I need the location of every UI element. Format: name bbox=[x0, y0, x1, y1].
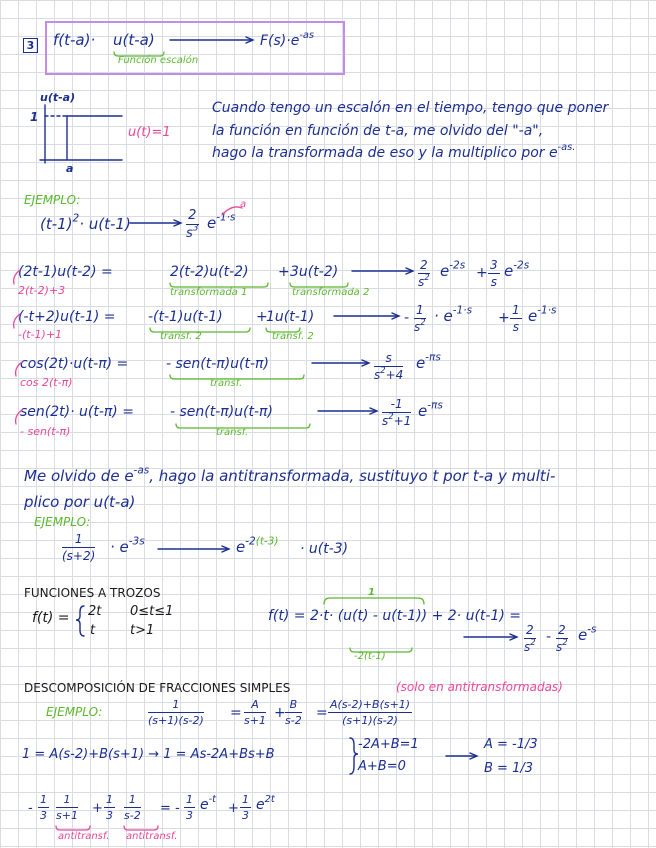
ex5-e: $e^{-\pi s}$ bbox=[418, 399, 443, 420]
fr-res-e1: $e^{-t}$ bbox=[200, 794, 217, 813]
ejemplo2-e1: · $e^{-3s}$ bbox=[110, 535, 145, 556]
fr-f1: $\frac{A}{s+1}$ bbox=[244, 698, 266, 727]
ex4-t1: transf. bbox=[210, 378, 243, 389]
ex5-t1: transf. bbox=[216, 427, 249, 438]
ex2-frac2: $\frac{3}{s}$ bbox=[490, 258, 498, 289]
fr-k1: $\frac{1}{3}$ bbox=[40, 793, 47, 822]
trozos-bracket-top bbox=[324, 598, 424, 604]
ex5-frac: $\frac{-1}{s^2+1}$ bbox=[382, 397, 412, 428]
ex2-bracket2 bbox=[290, 283, 348, 287]
note2-line1: Me olvido de $e^{-as}$, hago la antitransformada, sustituyo t por t-a y multi- bbox=[24, 464, 556, 485]
graph-one: 1 bbox=[30, 110, 39, 124]
trozos-bracket-bottom bbox=[350, 648, 412, 652]
fr-k4: $\frac{1}{3}$ bbox=[242, 793, 249, 822]
formula-lhs-a: f(t-a)· bbox=[53, 31, 96, 49]
ex3-plus: + bbox=[256, 309, 268, 325]
fr-anti-bracket2 bbox=[124, 826, 158, 830]
ejemplo1-fraction: $\frac{2}{s^3}$ bbox=[186, 208, 199, 241]
ex2-rhs1: 2(t-2)u(t-2) bbox=[170, 264, 249, 280]
fr-f0: $\frac{1}{(s+1)(s-2)}$ bbox=[148, 698, 204, 727]
ex4-frac: $\frac{s}{s^2+4}$ bbox=[374, 351, 404, 382]
trozos-e: $e^{-s}$ bbox=[578, 623, 597, 644]
ex5-bracket bbox=[176, 424, 310, 428]
ex3-t2: transf. 2 bbox=[272, 331, 314, 342]
ex3-frac2: $\frac{1}{s}$ bbox=[512, 303, 520, 334]
fracciones-note: (solo en antitransformadas) bbox=[396, 680, 563, 694]
fr-final-minus: - bbox=[28, 801, 33, 816]
trozos-case1: 2t bbox=[88, 604, 102, 619]
a-mark: a bbox=[240, 199, 247, 210]
fr-line2: 1 = A(s-2)+B(s+1) → 1 = As-2A+Bs+B bbox=[22, 747, 275, 762]
ex2-e2: $e^{-2s}$ bbox=[504, 259, 530, 280]
trozos-brace bbox=[76, 606, 84, 636]
trozos-frac2: $\frac{2}{s^2}$ bbox=[556, 623, 568, 654]
note1-line2: la función en función de t-a, me olvido del "-a", bbox=[212, 123, 544, 139]
graph-y-label: u(t-a) bbox=[40, 91, 76, 104]
ex3-e1: · $e^{-1\cdot s}$ bbox=[434, 304, 473, 325]
ejemplo1-title: EJEMPLO: bbox=[24, 193, 81, 207]
ex4-lhs: cos(2t)·u(t-π) = bbox=[20, 356, 129, 372]
ejemplo2-u: · u(t-3) bbox=[300, 541, 349, 557]
fr-anti2: antitransf. bbox=[126, 831, 178, 842]
ex4-pink: cos 2(t-π) bbox=[20, 376, 73, 389]
ex5-lhs: sen(2t)· u(t-π) = bbox=[20, 404, 134, 420]
ex4-rhs: - sen(t-π)u(t-π) bbox=[166, 356, 269, 372]
graph-a: a bbox=[66, 162, 74, 175]
trozos-case2: t bbox=[90, 623, 96, 638]
fracciones-ejemplo: EJEMPLO: bbox=[46, 705, 103, 719]
ex2-rhs2: 3u(t-2) bbox=[290, 264, 339, 280]
ex2-t1: transformada 1 bbox=[170, 287, 248, 298]
ex3-pink: -(t-1)+1 bbox=[18, 328, 63, 341]
ejemplo2-e2: $e^{-2(t-3)}$ bbox=[236, 535, 279, 556]
item-number: 3 bbox=[23, 38, 38, 53]
ejemplo1-exp: $e^{-1\cdot s}$ bbox=[207, 211, 236, 232]
ex5-pink-hook bbox=[16, 410, 22, 424]
fr-sys1: -2A+B=1 bbox=[358, 737, 419, 752]
fr-anti1: antitransf. bbox=[58, 831, 110, 842]
ejemplo1-lhs: $(t-1)^2\cdot u(t-1)$ bbox=[40, 212, 131, 233]
fr-eq: = bbox=[230, 705, 242, 721]
fr-solA: A = -1/3 bbox=[484, 737, 538, 752]
ex5-rhs: - sen(t-π)u(t-π) bbox=[170, 404, 273, 420]
funcion-escalon-label: Función escalón bbox=[118, 55, 199, 66]
fracciones-title: DESCOMPOSICIÓN DE FRACCIONES SIMPLES bbox=[24, 681, 291, 695]
fr-plus: + bbox=[274, 705, 286, 721]
ex2-plus2: + bbox=[476, 265, 488, 281]
formula-rhs: $F(s)\cdot e^{-as}$ bbox=[260, 30, 314, 49]
ex4-e: $e^{-\pi s}$ bbox=[416, 351, 441, 372]
fr-k3: $\frac{1}{3}$ bbox=[186, 793, 193, 822]
trozos-rhs1: f(t) = 2·t· (u(t) - u(t-1)) + 2· u(t-1) = bbox=[268, 608, 521, 624]
note1-line3: hago la transformada de eso y la multiplico por $e^{-as.}$ bbox=[212, 142, 576, 161]
fr-system-brace bbox=[350, 738, 358, 774]
fr-anti-bracket1 bbox=[56, 826, 90, 830]
escalon-bracket bbox=[114, 52, 164, 56]
fr-f3: $\frac{A(s-2)+B(s+1)}{(s+1)(s-2)}$ bbox=[330, 698, 411, 727]
ex3-bracket2 bbox=[266, 328, 300, 332]
fr-sys2: A+B=0 bbox=[358, 759, 406, 774]
fr-res-plus: + bbox=[228, 801, 239, 816]
ex3-frac1: $\frac{1}{s^2}$ bbox=[414, 303, 426, 334]
trozos-title: FUNCIONES A TROZOS bbox=[24, 586, 161, 600]
ex3-pink-hook bbox=[14, 314, 20, 328]
ex2-e1: $e^{-2s}$ bbox=[440, 259, 466, 280]
ejemplo2-fraction: $\frac{1}{(s+2)}$ bbox=[62, 532, 96, 563]
trozos-one: 1 bbox=[368, 587, 375, 598]
ex2-pink: 2(t-2)+3 bbox=[18, 284, 66, 297]
fr-g1: $\frac{1}{s+1}$ bbox=[56, 793, 78, 822]
fr-solB: B = 1/3 bbox=[484, 761, 533, 776]
formula-lhs-step: u(t-a) bbox=[113, 31, 155, 49]
ex3-rhs2: 1u(t-1) bbox=[266, 309, 315, 325]
ex3-minus: - bbox=[404, 310, 410, 326]
ejemplo1-pink-arc bbox=[222, 207, 242, 215]
ex3-bracket1 bbox=[150, 328, 250, 332]
fr-res-e2: $e^{2t}$ bbox=[256, 794, 275, 813]
fr-f2: $\frac{B}{s-2}$ bbox=[285, 698, 302, 727]
trozos-frac1: $\frac{2}{s^2}$ bbox=[524, 623, 536, 654]
u-label: u(t)=1 bbox=[128, 125, 171, 140]
ex2-frac1: $\frac{2}{s^2}$ bbox=[418, 258, 430, 289]
note2-line2: plico por u(t-a) bbox=[24, 493, 136, 511]
ex3-rhs1: -(t-1)u(t-1) bbox=[148, 309, 223, 325]
trozos-f: f(t) = bbox=[32, 610, 70, 626]
ex2-lhs: (2t-1)u(t-2) = bbox=[18, 264, 113, 280]
fr-k2: $\frac{1}{3}$ bbox=[106, 793, 113, 822]
ex3-e2: $e^{-1\cdot s}$ bbox=[528, 304, 557, 325]
ex2-t2: transformada 2 bbox=[292, 287, 370, 298]
note1-line1: Cuando tengo un escalón en el tiempo, tengo que poner bbox=[212, 100, 609, 116]
ex3-plus2: + bbox=[498, 310, 510, 326]
ex4-pink-hook bbox=[16, 362, 22, 376]
fr-eq2: = bbox=[316, 705, 328, 721]
ex4-bracket bbox=[170, 375, 304, 379]
ejemplo2-title: EJEMPLO: bbox=[34, 515, 91, 529]
trozos-cond1: 0≤t≤1 bbox=[130, 604, 174, 619]
fr-plus2: + bbox=[92, 801, 103, 816]
trozos-cond2: t>1 bbox=[130, 623, 155, 638]
ex3-lhs: (-t+2)u(t-1) = bbox=[18, 309, 116, 325]
ex2-plus: + bbox=[278, 264, 290, 280]
fr-g2: $\frac{1}{s-2}$ bbox=[124, 793, 141, 822]
fr-res-eq: = - bbox=[160, 801, 180, 816]
ex2-bracket1 bbox=[170, 283, 268, 287]
ex3-t1: transf. 2 bbox=[160, 331, 202, 342]
ex2-pink-hook bbox=[14, 270, 20, 284]
trozos-pink-under: -2(t-1) bbox=[354, 651, 386, 662]
trozos-minus: - bbox=[546, 629, 552, 645]
ex5-pink: - sen(t-π) bbox=[20, 425, 71, 438]
